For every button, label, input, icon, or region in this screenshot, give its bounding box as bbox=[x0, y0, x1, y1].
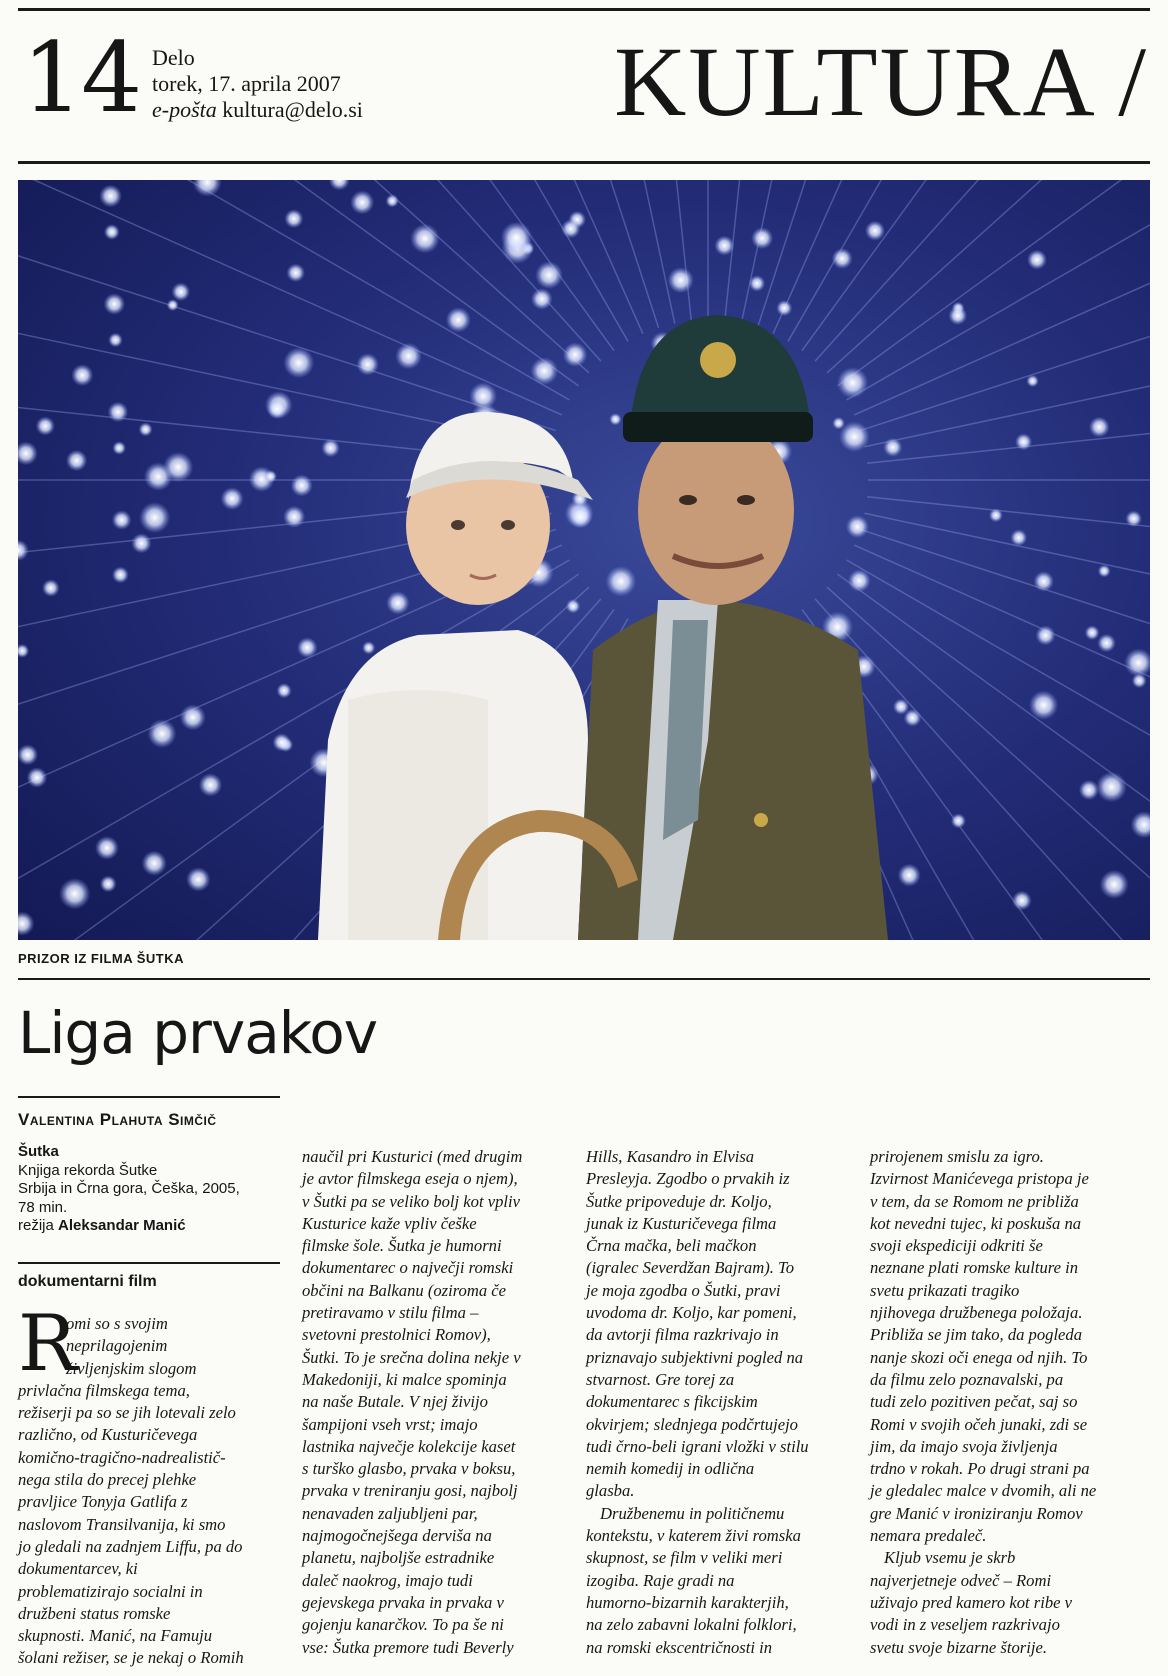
text-line: na naše Butale. V njej živijo bbox=[302, 1392, 488, 1412]
text-line: na romski ekscentričnosti in bbox=[586, 1637, 773, 1657]
star-dot bbox=[1085, 625, 1100, 640]
star-dot bbox=[283, 347, 314, 378]
text-line: šolani režiser, se je nekaj o Romih bbox=[18, 1648, 244, 1668]
star-dot bbox=[167, 299, 179, 311]
star-dot bbox=[446, 307, 471, 332]
drop-cap: R bbox=[18, 1299, 77, 1389]
issue-date: torek, 17. aprila 2007 bbox=[152, 71, 341, 96]
star-dot bbox=[18, 744, 38, 765]
star-dot bbox=[848, 569, 871, 592]
text-line: režiserji pa so se jih lotevali zelo bbox=[18, 1403, 236, 1423]
text-line: svetu svoje bizarne štorije. bbox=[870, 1637, 1047, 1657]
star-dot bbox=[1098, 565, 1111, 578]
star-dot bbox=[180, 704, 206, 730]
text-line: daleč naokrog, imajo tudi bbox=[302, 1570, 473, 1590]
star-dot bbox=[1027, 250, 1047, 270]
star-dot bbox=[1125, 510, 1142, 527]
film-title: Šutka bbox=[18, 1143, 59, 1160]
star-dot bbox=[139, 502, 170, 533]
text-line: svetovni prestolnici Romov), bbox=[302, 1325, 491, 1345]
text-column-4 bbox=[870, 1146, 1132, 1659]
star-dot bbox=[566, 599, 580, 613]
masthead bbox=[152, 45, 363, 123]
text-line: neprilagojenim bbox=[66, 1336, 168, 1356]
star-dot bbox=[569, 505, 592, 528]
text-line: najmogočnejšega derviša na bbox=[302, 1526, 492, 1546]
text-line: junak iz Kusturičevega filma bbox=[586, 1213, 777, 1233]
text-line: skupnost, se film v veliki meri bbox=[586, 1548, 783, 1568]
text-line: planetu, najboljše estradnike bbox=[302, 1548, 495, 1568]
text-line: svetu prikazati tragiko bbox=[870, 1280, 1020, 1300]
star-dot bbox=[95, 836, 119, 860]
text-line: filmske šole. Šutka je humorni bbox=[302, 1236, 502, 1256]
text-line: kot nevedni tujec, ki poskuša na bbox=[870, 1213, 1082, 1233]
caption-rule bbox=[18, 978, 1150, 980]
star-dot bbox=[104, 293, 126, 315]
star-dot bbox=[1029, 690, 1058, 719]
star-dot bbox=[893, 699, 909, 715]
star-dot bbox=[112, 567, 129, 584]
star-dot bbox=[186, 867, 210, 891]
text-line: pravljice Tonyja Gatlifa z bbox=[18, 1492, 188, 1512]
star-dot bbox=[1100, 870, 1129, 899]
text-line: nemara predaleč. bbox=[870, 1526, 987, 1546]
text-line: da avtorji filma razkrivajo in bbox=[586, 1325, 779, 1345]
star-dot bbox=[297, 637, 318, 658]
text-line: nanje skozi oči enega od njih. To bbox=[870, 1347, 1088, 1367]
publication-name: Delo bbox=[152, 45, 195, 70]
text-line: dokumentarec o največji romski bbox=[302, 1258, 514, 1278]
star-dot bbox=[283, 506, 305, 528]
text-line: da filmu zelo poznavalski, pa bbox=[870, 1369, 1064, 1389]
text-line: Približa se jim tako, da pogleda bbox=[870, 1325, 1083, 1345]
star-dot bbox=[267, 399, 287, 419]
star-dot bbox=[386, 591, 409, 614]
page-number: 14 bbox=[22, 22, 141, 134]
star-dot bbox=[66, 450, 87, 471]
text-line: Izvirnost Manićevega pristopa je bbox=[870, 1169, 1089, 1189]
director-label: režija bbox=[18, 1217, 54, 1234]
star-dot bbox=[112, 441, 126, 455]
film-info-line: 78 min. bbox=[18, 1198, 68, 1216]
text-line: Makedoniji, ki malce spominja bbox=[302, 1369, 507, 1389]
star-dot bbox=[1036, 625, 1056, 645]
star-dot bbox=[59, 878, 90, 909]
star-dot bbox=[108, 333, 123, 348]
text-line: (igralec Severdžan Bajram). To bbox=[586, 1258, 795, 1278]
star-dot bbox=[410, 224, 440, 254]
star-dot bbox=[606, 566, 637, 597]
star-dot bbox=[776, 300, 792, 316]
star-dot bbox=[751, 227, 773, 249]
star-dot bbox=[1079, 780, 1099, 800]
text-line: stvarnost. Gre torej za bbox=[586, 1369, 735, 1389]
star-dot bbox=[142, 851, 167, 876]
text-line: priznavajo subjektivni pogled na bbox=[586, 1347, 804, 1367]
star-dot bbox=[989, 508, 1003, 522]
star-dot bbox=[1132, 673, 1147, 688]
text-line: različno, od Kusturičevega bbox=[18, 1425, 198, 1445]
text-line: lastnika največje kolekcije kaset bbox=[302, 1436, 516, 1456]
star-dot bbox=[832, 248, 853, 269]
star-dot bbox=[535, 261, 563, 289]
text-line: pretiravamo v stilu filma – bbox=[302, 1303, 479, 1323]
star-dot bbox=[1010, 529, 1027, 546]
star-dot bbox=[163, 452, 193, 482]
star-dot bbox=[350, 190, 374, 214]
star-dot bbox=[1026, 375, 1038, 387]
star-dot bbox=[286, 264, 305, 283]
text-line: jo gledali na zadnjem Liffu, pa do bbox=[18, 1536, 243, 1556]
text-line: uživajo pred kamero kot ribe v bbox=[870, 1592, 1072, 1612]
star-dot bbox=[386, 194, 399, 207]
text-line: prvaka v treniranju gosi, najbolj bbox=[302, 1481, 518, 1501]
text-line: Romi v svojih očeh junaki, zdi se bbox=[870, 1414, 1088, 1434]
star-dot bbox=[1015, 433, 1032, 450]
text-line: je moja zgodba o Šutki, pravi bbox=[586, 1280, 781, 1300]
text-line: Šutki. To je srečna dolina nekje v bbox=[302, 1347, 521, 1367]
star-dot bbox=[99, 185, 122, 208]
author-rule bbox=[18, 1096, 280, 1098]
article-headline: Liga prvakov bbox=[18, 999, 378, 1067]
star-dot bbox=[668, 267, 694, 293]
star-dot bbox=[865, 221, 885, 241]
film-info-lines bbox=[18, 1162, 280, 1218]
text-line: Črna mačka, beli mačkon bbox=[586, 1236, 757, 1256]
film-info-line: Srbija in Črna gora, Češka, 2005, bbox=[18, 1180, 240, 1197]
text-line: vse: Šutka premore tudi Beverly bbox=[302, 1637, 514, 1657]
star-dot bbox=[609, 413, 621, 425]
text-line: življenjskim slogom bbox=[66, 1358, 197, 1378]
photo-illustration bbox=[18, 180, 1150, 940]
star-dot bbox=[291, 474, 313, 496]
star-dot bbox=[501, 222, 532, 253]
text-line: Kusturice kaže vpliv češke bbox=[302, 1213, 477, 1233]
email-label: e-pošta bbox=[152, 97, 217, 122]
film-info-box bbox=[18, 1143, 280, 1236]
text-line: Družbenemu in političnemu bbox=[600, 1503, 785, 1523]
text-column-2 bbox=[302, 1146, 564, 1659]
star-dot bbox=[139, 422, 153, 436]
text-line: na zelo zabavni lokalni folklori, bbox=[586, 1615, 797, 1635]
star-dot bbox=[749, 275, 765, 291]
star-dot bbox=[561, 219, 580, 238]
film-still-photo bbox=[18, 180, 1150, 940]
text-line: šampijoni vseh vrst; imajo bbox=[302, 1414, 478, 1434]
text-line: vodi in z veseljem razkrivajo bbox=[870, 1615, 1060, 1635]
star-dot bbox=[131, 533, 151, 553]
star-dot bbox=[277, 683, 292, 698]
star-dot bbox=[362, 641, 375, 654]
director-name: Aleksandar Manić bbox=[58, 1217, 186, 1234]
star-dot bbox=[531, 357, 559, 385]
star-dot bbox=[357, 353, 379, 375]
text-line: okvirjem; slednjega podčrtujejo bbox=[586, 1414, 798, 1434]
star-dot bbox=[1096, 772, 1127, 803]
star-dot bbox=[71, 364, 93, 386]
star-dot bbox=[104, 224, 120, 240]
text-line: njihovega družbenega položaja. bbox=[870, 1303, 1083, 1323]
text-line: nega stila do precej plehke bbox=[18, 1470, 197, 1490]
text-line: privlačna filmskega tema, bbox=[18, 1380, 190, 1400]
text-line: nemih komedij in odlična bbox=[586, 1459, 755, 1479]
star-dot bbox=[837, 367, 868, 398]
star-dot bbox=[199, 773, 222, 796]
text-line: dokumentarec s fikcijskim bbox=[586, 1392, 758, 1412]
text-line: Kljub vsemu je skrb bbox=[884, 1548, 1016, 1568]
text-line: Šutke pripoveduje dr. Koljo, bbox=[586, 1191, 772, 1211]
star-dot bbox=[951, 813, 966, 828]
text-line: komično-tragično-nadrealistič- bbox=[18, 1447, 226, 1467]
star-dot bbox=[563, 342, 588, 367]
text-line: v tem, da se Romom ne približa bbox=[870, 1191, 1079, 1211]
star-dot bbox=[714, 236, 734, 256]
text-line: humorno-bizarnih karakterjih, bbox=[586, 1592, 789, 1612]
text-line: tudi črno-beli igrani vložki v stilu bbox=[586, 1436, 809, 1456]
top-rule bbox=[18, 8, 1150, 11]
header-rule bbox=[18, 161, 1150, 164]
info-rule bbox=[18, 1262, 280, 1264]
text-line: tudi zelo pozitiven pečat, saj so bbox=[870, 1392, 1078, 1412]
text-line: dokumentarcev, ki bbox=[18, 1559, 138, 1579]
text-line: naučil pri Kusturici (med drugim bbox=[302, 1147, 523, 1166]
star-dot bbox=[531, 288, 553, 310]
text-line: Presleyja. Zgodbo o prvakih iz bbox=[586, 1169, 790, 1189]
text-line: skupnosti. Manić, na Famuju bbox=[18, 1626, 213, 1646]
text-line: omi so s svojim bbox=[66, 1314, 168, 1333]
text-line: gre Manić v ironiziranju Romov bbox=[870, 1503, 1083, 1523]
text-line: družbeni status romske bbox=[18, 1603, 171, 1623]
text-line: glasba. bbox=[586, 1481, 635, 1501]
star-dot bbox=[846, 515, 869, 538]
star-dot bbox=[1097, 634, 1116, 653]
text-line: najverjetneje odveč – Romi bbox=[870, 1570, 1052, 1590]
star-dot bbox=[27, 767, 48, 788]
text-line: trdno v rokah. Po drugi strani pa bbox=[870, 1459, 1090, 1479]
photo-caption: PRIZOR IZ FILMA ŠUTKA bbox=[18, 951, 185, 966]
director-line bbox=[18, 1217, 280, 1236]
text-column-1 bbox=[18, 1299, 280, 1670]
contact-line bbox=[152, 97, 363, 123]
star-dot bbox=[948, 306, 967, 325]
text-line: problematizirajo socialni in bbox=[18, 1581, 203, 1601]
star-dot bbox=[898, 864, 921, 887]
star-dot bbox=[1089, 417, 1110, 438]
star-dot bbox=[883, 438, 902, 457]
section-title: KULTURA / bbox=[614, 26, 1148, 137]
star-dot bbox=[100, 876, 117, 893]
text-line: uvodoma dr. Koljo, kar pomeni, bbox=[586, 1303, 797, 1323]
star-dot bbox=[284, 209, 303, 228]
text-line: gojenju kanarčkov. To pa še ni bbox=[302, 1615, 504, 1635]
text-column-3 bbox=[586, 1146, 848, 1659]
star-dot bbox=[36, 416, 55, 435]
text-line: v Šutki pa se veliko bolj kot vpliv bbox=[302, 1191, 520, 1211]
text-line: kontekstu, v katerem živi romska bbox=[586, 1526, 801, 1546]
film-info-line: Knjiga rekorda Šutke bbox=[18, 1161, 158, 1179]
star-dot bbox=[1034, 571, 1054, 591]
star-dot bbox=[42, 579, 60, 597]
text-line: prirojenem smislu za igro. bbox=[870, 1147, 1044, 1166]
star-dot bbox=[273, 733, 291, 751]
text-line: neznane plati romske kulture in bbox=[870, 1258, 1078, 1278]
star-dot bbox=[1012, 891, 1032, 911]
star-dot bbox=[108, 402, 129, 423]
text-line: Hills, Kasandro in Elvisa bbox=[586, 1147, 755, 1166]
text-line: jim, da imajo svoja življenja bbox=[870, 1436, 1058, 1456]
star-dot bbox=[221, 487, 244, 510]
star-dot bbox=[321, 439, 339, 457]
star-dot bbox=[264, 470, 277, 483]
film-genre: dokumentarni film bbox=[18, 1273, 157, 1290]
text-line: naslovom Transilvanija, ki smo bbox=[18, 1514, 226, 1534]
article-author: Valentina Plahuta Simčič bbox=[18, 1110, 217, 1129]
email-address: kultura@delo.si bbox=[222, 97, 363, 122]
text-line: svoji ekspediciji odkriti še bbox=[870, 1236, 1043, 1256]
text-line: gejevskega prvaka in prvaka v bbox=[302, 1592, 504, 1612]
text-line: izogiba. Raje gradi na bbox=[586, 1570, 735, 1590]
star-dot bbox=[172, 283, 191, 302]
text-line: je avtor filmskega eseja o njem), bbox=[302, 1169, 518, 1189]
star-dot bbox=[395, 343, 422, 370]
star-dot bbox=[148, 719, 177, 748]
star-dot bbox=[832, 417, 845, 430]
star-dot bbox=[112, 510, 132, 530]
text-line: nenavaden zaljubljeni par, bbox=[302, 1503, 478, 1523]
text-line: je gledalec malce v dvomih, ali ne bbox=[870, 1481, 1097, 1501]
text-line: s turško glasbo, prvaka v boksu, bbox=[302, 1459, 516, 1479]
text-line: občini na Balkanu (oziroma če bbox=[302, 1280, 507, 1300]
